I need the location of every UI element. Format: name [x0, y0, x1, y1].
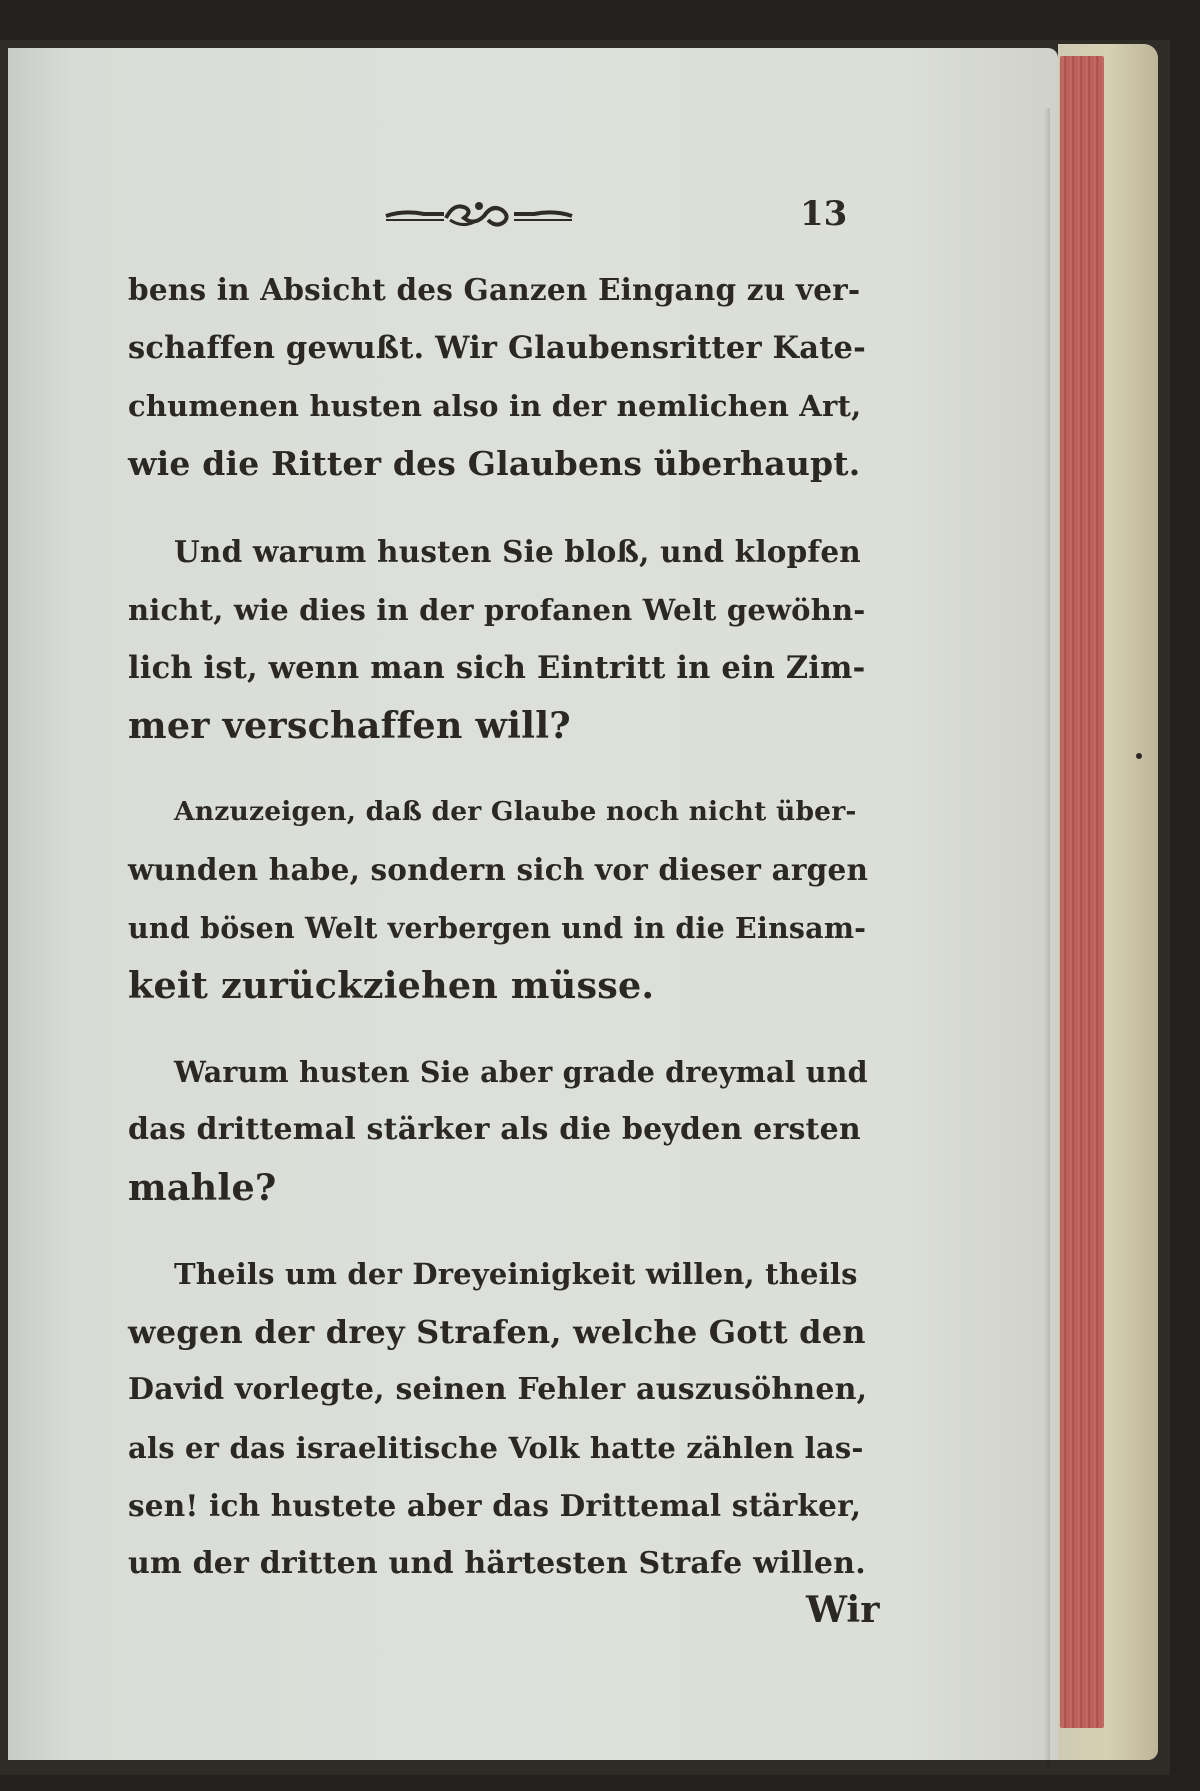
text-line: Warum husten Sie aber grade dreymal und	[174, 1055, 868, 1089]
text-line: als er das israelitische Volk hatte zählen las-	[128, 1431, 864, 1465]
text-line: Theils um der Dreyeinigkeit willen, theils	[174, 1257, 858, 1291]
text-line: keit zurückziehen müsse.	[128, 964, 655, 1007]
text-line: Und warum husten Sie bloß, und klopfen	[174, 534, 861, 569]
text-line: wunden habe, sondern sich vor dieser argen	[128, 852, 869, 887]
text-line: sen! ich hustete aber das Drittemal stärker,	[128, 1488, 862, 1523]
text-line: um der dritten und härtesten Strafe willen.	[128, 1546, 866, 1581]
ink-speck	[1136, 753, 1142, 759]
book-page	[8, 48, 1058, 1760]
text-line: und bösen Welt verbergen und in die Einsam-	[128, 911, 867, 945]
text-line: wegen der drey Strafen, welche Gott den	[128, 1313, 866, 1351]
text-line: mahle?	[128, 1166, 277, 1209]
text-line: wie die Ritter des Glaubens überhaupt.	[128, 444, 861, 483]
red-page-edge	[1060, 56, 1104, 1728]
text-line: mer verschaffen will?	[128, 704, 571, 747]
text-line: Anzuzeigen, daß der Glaube noch nicht über-	[174, 796, 857, 827]
text-line: lich ist, wenn man sich Eintritt in ein Zim-	[128, 650, 866, 686]
text-line: David vorlegte, seinen Fehler auszusöhnen,	[128, 1372, 868, 1407]
page-fold-shadow	[1044, 108, 1050, 1768]
page-header	[8, 196, 1058, 246]
page-number: 13	[800, 194, 848, 234]
text-line: bens in Absicht des Ganzen Eingang zu ver-	[128, 272, 861, 307]
text-line: nicht, wie dies in der profanen Welt gewöhn-	[128, 593, 866, 627]
catchword: Wir	[806, 1588, 880, 1631]
text-line: schaffen gewußt. Wir Glaubensritter Kate-	[128, 330, 866, 366]
text-line: das drittemal stärker als die beyden ersten	[128, 1112, 861, 1147]
text-line: chumenen husten also in der nemlichen Art,	[128, 389, 862, 423]
header-ornament-icon	[384, 196, 574, 230]
